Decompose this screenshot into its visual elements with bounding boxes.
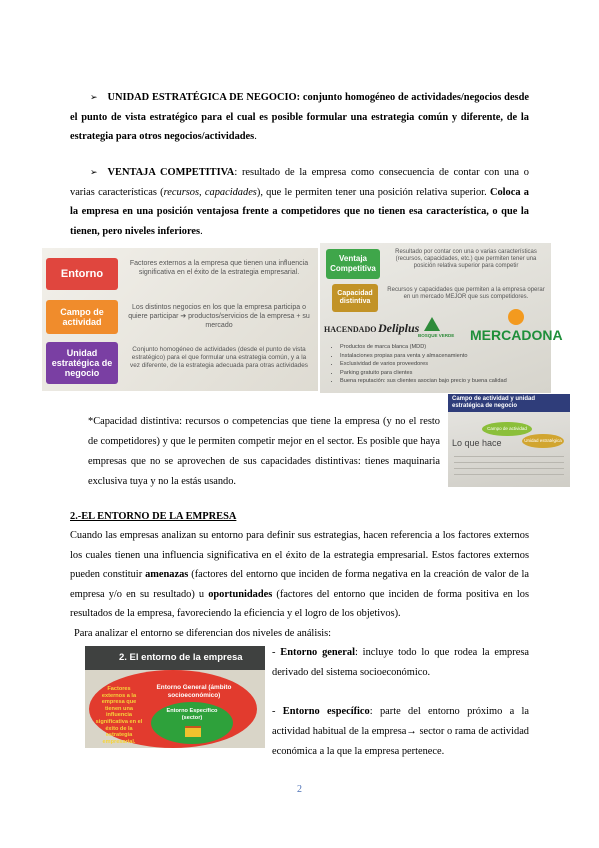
entorno-especifico-item: - Entorno específico: parte del entorno próximo a la actividad habitual de la empresa→ sector o rama de actividad económica a la que la empresa pertenece. — [272, 706, 529, 757]
list-item: • Exclusividad de varios proveedores — [340, 360, 555, 369]
mercadona-advantages-list — [328, 343, 555, 386]
ventaja-highlight: Coloca a la empresa en una posición ventajosa frente a competidores que no tienen esa característica, o que la tienen, pero niveles inferiores — [70, 186, 529, 237]
entorno-levels — [272, 643, 529, 762]
section-ventaja-competitiva — [70, 163, 529, 241]
entorno-paragraph: Cuando las empresas analizan su entorno para definir sus estrategias, hacen referencia a los factores externos los cuales tienen una influencia significativa en el éxito de la estrategia empresarial. Estos factores externos pueden constituir amenazas (factores del entorno que inciden de forma negativa en la creación de valor de la empresa y/o en su resultado) u oportunidades (factores del entorno que inciden de forma positiva en los resultados de la empresa, favoreciendo la eficiencia y el logro de los objetivos). — [70, 530, 530, 620]
entorno-general-label: Entorno General (ámbito socioeconómico) — [156, 684, 232, 699]
slide-side-text: Factores externos a la empresa que tienen una influencia significativa en el éxito de la estrategia empresarial. — [95, 686, 143, 745]
brand-hacendado: HACENDADO — [324, 325, 377, 334]
ventaja-competitiva-title: VENTAJA COMPETITIVA — [107, 167, 235, 178]
slide-title-bar: Campo de actividad y unidad estratégica de negocio — [448, 394, 570, 412]
list-item: • Productos de marca blanca (MDD) — [340, 343, 555, 352]
slide-photo-entorno-empresa — [85, 646, 265, 748]
list-item: • Buena reputación: sus clientes asocian bajo precio y buena calidad — [340, 377, 555, 386]
list-item: • Parking gratuito para clientes — [340, 369, 555, 378]
campo-actividad-description: Los distintos negocios en los que la empresa participa o quiere participar ➔ productos/servicios de la empresa + su mercado — [128, 304, 310, 329]
brand-bosque-verde: BOSQUE VERDE — [418, 333, 455, 338]
slide-photo-entorno — [42, 248, 318, 391]
section-unidad-estrategica — [70, 88, 529, 147]
label-unidad-estrategica: Unidad estratégica de negocio — [46, 342, 118, 384]
label-capacidad-distintiva: Capacidad distintiva — [332, 284, 378, 312]
slide-photo-ventaja — [320, 243, 563, 393]
slide-photo-campo-actividad — [448, 394, 570, 487]
niveles-intro: Para analizar el entorno se diferencian dos niveles de análisis: — [74, 627, 332, 639]
unidad-estrategica-description: Conjunto homogéneo de actividades (desde el punto de vista estratégico) para el que formular una estrategia común, y a la vez diferente, de la estrategia adecuada para otras actividades — [130, 346, 308, 369]
unidad-estrategica-paragraph: ➢ UNIDAD ESTRATÉGICA DE NEGOCIO: conjunto homogéneo de actividades/negocios desde el punto de vista estratégico para el cual es posible formular una estrategia común y diferente, de la estrategia para otros negocios/actividades. — [70, 92, 529, 143]
oportunidades-term: oportunidades — [208, 588, 273, 600]
bubble-campo-actividad: Campo de actividad — [482, 422, 532, 436]
note-capacidad-distintiva — [88, 412, 440, 492]
company-building-icon — [185, 726, 201, 737]
arrow-icon: → — [406, 726, 417, 737]
section-entorno — [70, 507, 529, 644]
slide-title-bar: 2. El entorno de la empresa — [85, 646, 265, 670]
unidad-estrategica-definition: : conjunto homogéneo de actividades/negocios desde el punto de vista estratégico para el cual es posible formular una estrategia común y diferente, de la estrategia para otros negocios/actividades — [70, 92, 529, 143]
entorno-description: Factores externos a la empresa que tienen una influencia significativa en el éxito de la estrategia empresarial. — [129, 260, 309, 276]
label-entorno: Entorno — [46, 258, 118, 290]
page-number: 2 — [297, 784, 302, 795]
brand-deliplus: Deliplus — [378, 321, 420, 335]
entorno-general-item: - Entorno general: incluye todo lo que rodea la empresa derivado del sistema socioeconómico. — [272, 647, 529, 678]
slide-text-lines — [454, 456, 564, 480]
label-campo-actividad: Campo de actividad — [46, 300, 118, 334]
entorno-general-term: Entorno general — [280, 647, 355, 658]
slide-big-text: Lo que hace — [452, 438, 502, 448]
brand-mercadona: MERCADONA — [470, 327, 563, 343]
entorno-especifico-label: Entorno Específico (sector) — [166, 708, 218, 721]
bullet-arrow-icon: ➢ — [90, 167, 98, 177]
bullet-arrow-icon: ➢ — [90, 92, 98, 102]
entorno-especifico-term: Entorno específico — [282, 706, 370, 717]
label-ventaja-competitiva: Ventaja Competitiva — [326, 249, 380, 279]
mercadona-logo-icon — [508, 309, 524, 325]
list-item: • Instalaciones propias para venta y almacenamiento — [340, 352, 555, 361]
bosque-verde-tree-icon — [424, 317, 440, 331]
ventaja-competitiva-paragraph: ➢ VENTAJA COMPETITIVA: resultado de la empresa como consecuencia de contar con una o varias características (recursos, capacidades), que le permiten tener una posición relativa superior. Coloca a la empresa en una posición ventajosa frente a competidores que no tienen esa característica, o que la tienen, pero niveles inferiores. — [70, 167, 529, 237]
ventaja-description: Resultado por contar con una o varias características (recursos, capacidades, etc.) que permiten tener una posición relativa superior para competir — [395, 249, 537, 270]
note-text: *Capacidad distintiva: recursos o competencias que tiene la empresa (y no el resto de competidores) y que le permiten competir mejor en el sector. Es posible que haya empresas que no se aprovechen de sus capacidades distintivas: tienes maquinaria exclusiva tuya y no la estás usando. — [88, 416, 440, 487]
entorno-heading: 2.-EL ENTORNO DE LA EMPRESA — [70, 511, 237, 522]
amenazas-term: amenazas — [145, 569, 189, 581]
bubble-unidad-estrategica: Unidad estratégica — [522, 434, 564, 448]
unidad-estrategica-title: UNIDAD ESTRATÉGICA DE NEGOCIO — [107, 92, 297, 103]
capacidad-description: Recursos y capacidades que permiten a la empresa operar en un mercado MEJOR que sus competidores. — [387, 287, 545, 301]
